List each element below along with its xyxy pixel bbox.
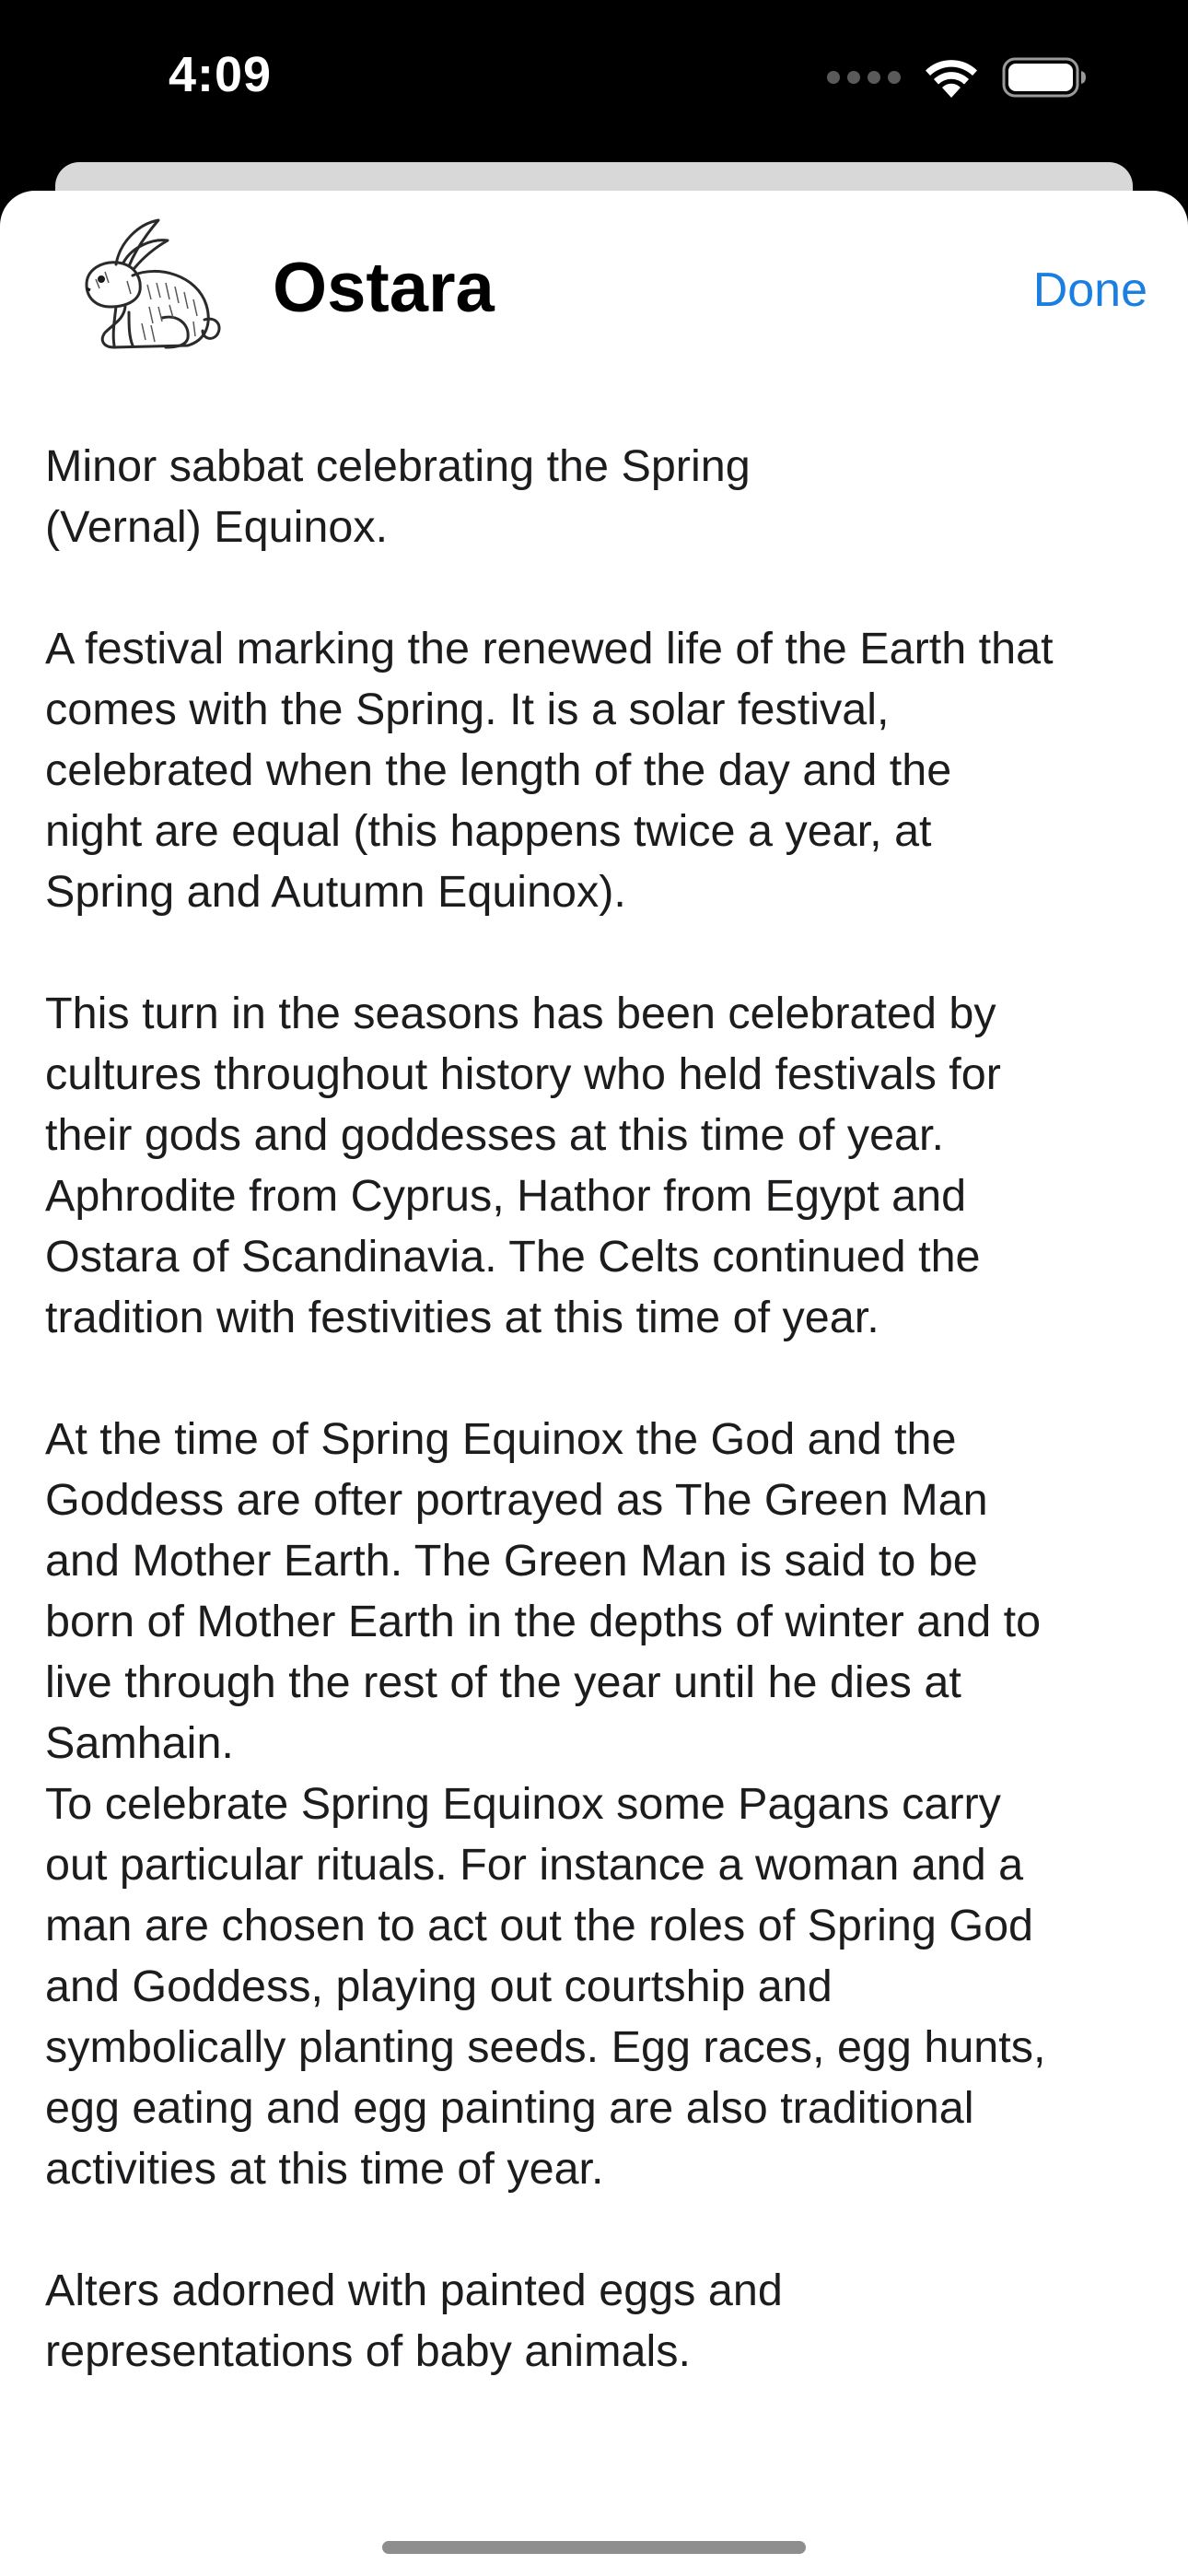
text-line: man are chosen to act out the roles of Spring God xyxy=(45,1901,1034,1950)
paragraph-gap xyxy=(45,922,1150,983)
text-line: Aphrodite from Cyprus, Hathor from Egypt and xyxy=(45,1171,967,1221)
detail-sheet xyxy=(0,191,1188,2576)
cellular-signal-icon xyxy=(827,71,901,84)
text-line: This turn in the seasons has been celebrated by xyxy=(45,989,996,1038)
wifi-icon xyxy=(925,57,978,98)
text-line: tradition with festivities at this time of year. xyxy=(45,1293,879,1342)
text-line: live through the rest of the year until he dies at xyxy=(45,1657,961,1707)
text-line: and Mother Earth. The Green Man is said to be xyxy=(45,1536,978,1586)
paragraph-gap xyxy=(45,1348,1150,1409)
text-line: At the time of Spring Equinox the God and the xyxy=(45,1414,957,1464)
battery-icon xyxy=(1002,57,1087,98)
page-title: Ostara xyxy=(273,249,495,327)
home-indicator[interactable] xyxy=(382,2541,806,2554)
text-line: born of Mother Earth in the depths of winter and to xyxy=(45,1597,1042,1646)
paragraph-gap xyxy=(45,2199,1150,2260)
text-line: and Goddess, playing out courtship and xyxy=(45,1961,833,2011)
text-line: cultures throughout history who held festivals for xyxy=(45,1049,1001,1099)
text-line: (Vernal) Equinox. xyxy=(45,502,389,552)
text-line: out particular rituals. For instance a woman and a xyxy=(45,1840,1024,1890)
text-line: Minor sabbat celebrating the Spring xyxy=(45,441,751,491)
text-line: Samhain. xyxy=(45,1718,234,1768)
text-line: Ostara of Scandinavia. The Celts continued the xyxy=(45,1232,981,1282)
text-line: Alters adorned with painted eggs and xyxy=(45,2266,783,2315)
status-bar xyxy=(0,0,1188,166)
status-time: 4:09 xyxy=(169,47,273,102)
text-line: comes with the Spring. It is a solar festival, xyxy=(45,685,890,734)
text-line: activities at this time of year. xyxy=(45,2144,604,2194)
paragraph-gap xyxy=(45,557,1150,618)
status-icons xyxy=(827,57,1087,98)
text-line: A festival marking the renewed life of the Earth that xyxy=(45,624,1054,673)
text-line: Goddess are ofter portrayed as The Green Man xyxy=(45,1475,988,1525)
text-line: egg eating and egg painting are also traditional xyxy=(45,2083,974,2133)
text-line: representations of baby animals. xyxy=(45,2326,691,2376)
text-line: symbolically planting seeds. Egg races, egg hunts, xyxy=(45,2022,1046,2072)
text-line: night are equal (this happens twice a year, at xyxy=(45,806,932,856)
text-line: their gods and goddesses at this time of year. xyxy=(45,1110,944,1160)
text-line: celebrated when the length of the day and the xyxy=(45,745,952,795)
sabbat-description xyxy=(45,436,1150,2382)
text-line: To celebrate Spring Equinox some Pagans carry xyxy=(45,1779,1001,1829)
done-button[interactable]: Done xyxy=(1032,263,1147,317)
rabbit-icon xyxy=(59,211,228,362)
text-line: Spring and Autumn Equinox). xyxy=(45,867,626,917)
